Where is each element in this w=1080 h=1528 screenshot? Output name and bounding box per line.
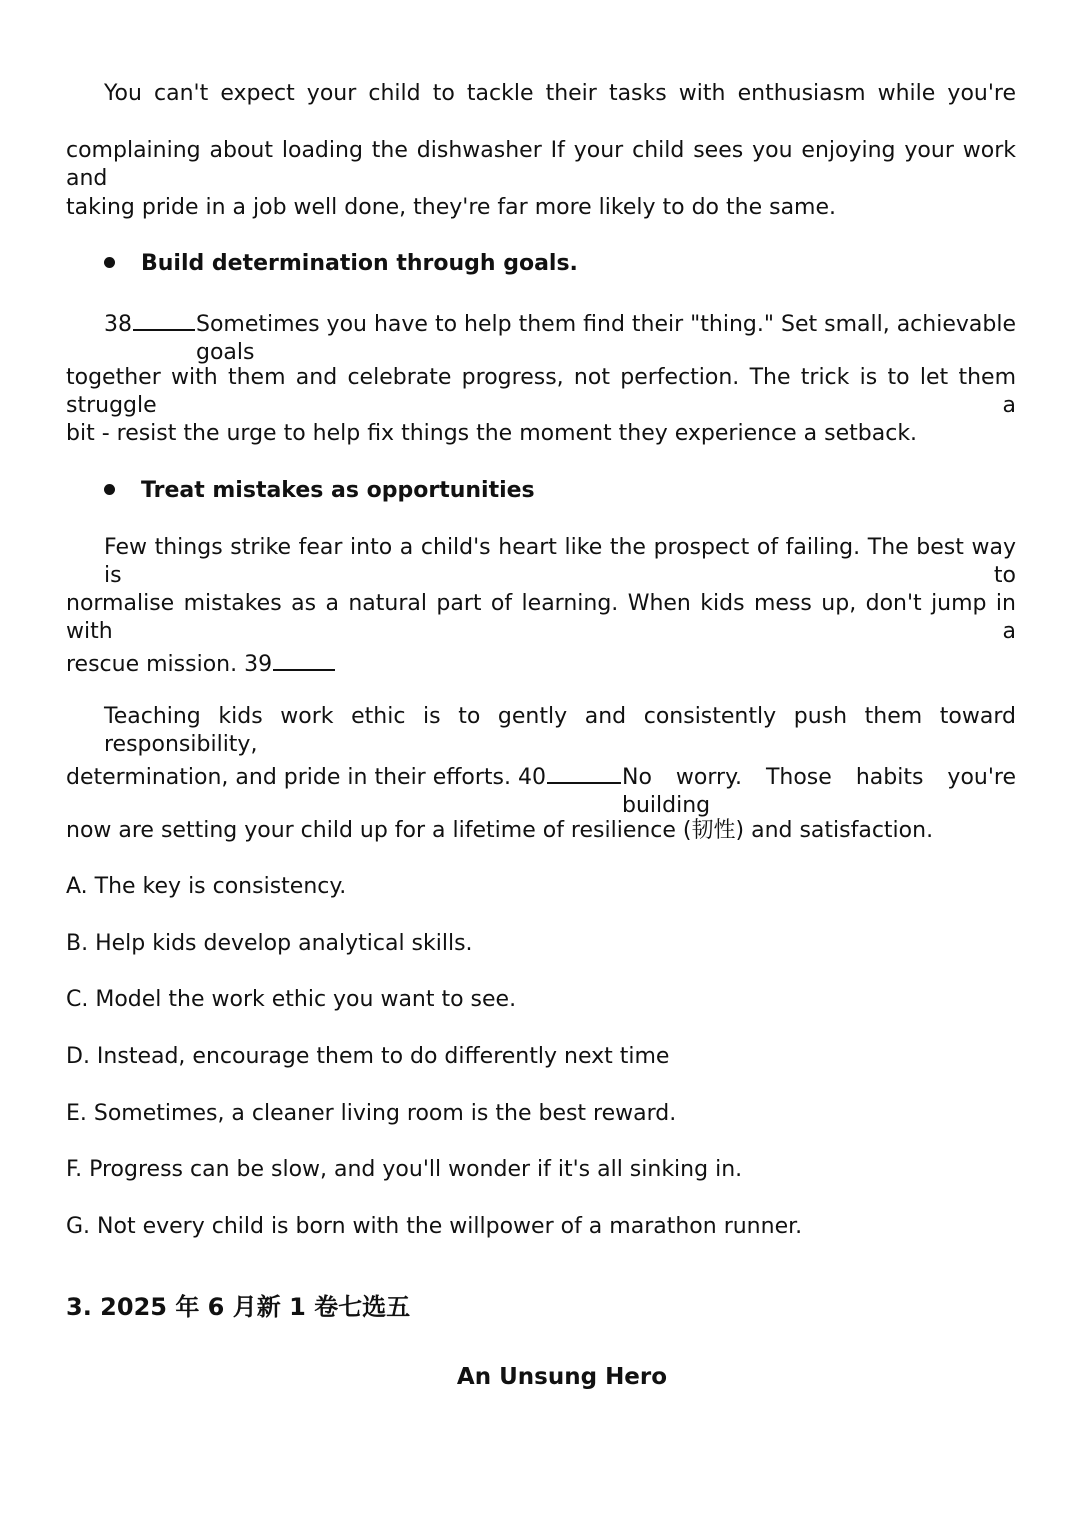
article-title: An Unsung Hero (456, 1364, 668, 1390)
option-d: D. Instead, encourage them to do differently next time (66, 1044, 670, 1069)
bullet-heading (104, 477, 535, 505)
paragraph-line: Few things strike fear into a child's heart like the prospect of failing. The best way is to (104, 535, 1016, 588)
option-f: F. Progress can be slow, and you'll wonder if it's all sinking in. (66, 1157, 743, 1182)
paragraph-line: You can't expect your child to tackle their tasks with enthusiasm while you're (104, 81, 1016, 106)
paragraph-line: complaining about loading the dishwasher If your child sees you enjoying your work and (66, 138, 1016, 191)
paragraph-line-with-blank (66, 760, 1016, 820)
paragraph-line-text: No worry. Those habits you're building (621, 765, 1016, 818)
option-b: B. Help kids develop analytical skills. (66, 931, 473, 956)
option-a: A. The key is consistency. (66, 874, 347, 899)
option-g: G. Not every child is born with the willpower of a marathon runner. (66, 1214, 803, 1239)
paragraph-line-text: Sometimes you have to help them find their "thing." Set small, achievable goals (196, 312, 1016, 365)
blank-number: 38 (104, 312, 132, 337)
paragraph-line: normalise mistakes as a natural part of learning. When kids mess up, don't jump in with a (66, 591, 1016, 644)
paragraph-line-with-blank (66, 647, 336, 679)
paragraph-line-text: rescue mission. 39 (66, 652, 273, 677)
bullet-heading (104, 250, 578, 278)
answer-blank-39[interactable] (273, 647, 335, 671)
option-c: C. Model the work ethic you want to see. (66, 987, 517, 1012)
bullet-heading-text: Treat mistakes as opportunities (141, 478, 535, 503)
paragraph-line: now are setting your child up for a lifetime of resilience (韧性) and satisfaction. (66, 818, 934, 843)
section-heading: 3. 2025 年 6 月新 1 卷七选五 (66, 1293, 411, 1321)
paragraph-line: together with them and celebrate progress, not perfection. The trick is to let them struggle a (66, 365, 1016, 418)
paragraph-line: taking pride in a job well done, they're far more likely to do the same. (66, 195, 837, 220)
bullet-icon (104, 257, 115, 268)
bullet-heading-text: Build determination through goals. (141, 251, 578, 276)
paragraph-line-with-blank (104, 307, 1016, 367)
paragraph-line: bit - resist the urge to help fix things the moment they experience a setback. (66, 421, 918, 446)
paragraph-line-text: determination, and pride in their efforts. 40 (66, 765, 546, 790)
option-e: E. Sometimes, a cleaner living room is the best reward. (66, 1101, 677, 1126)
answer-blank-40[interactable] (547, 760, 621, 784)
paragraph-line: Teaching kids work ethic is to gently and consistently push them toward responsibility, (104, 704, 1016, 757)
bullet-icon (104, 484, 115, 495)
answer-blank-38[interactable] (133, 307, 195, 331)
